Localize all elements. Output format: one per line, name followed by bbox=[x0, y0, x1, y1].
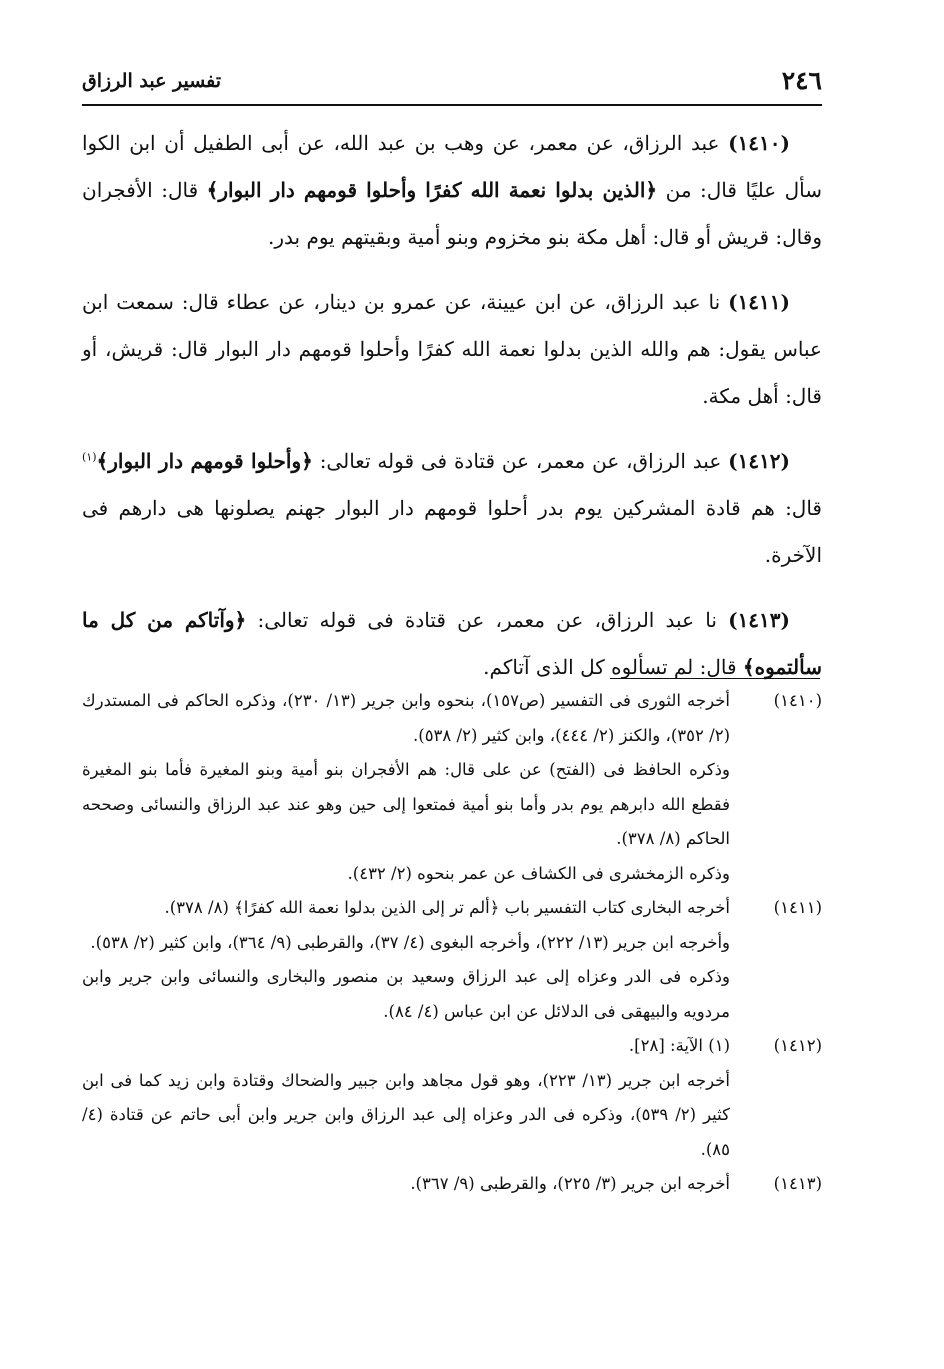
footnote-label: (١٤١٠) bbox=[773, 691, 822, 710]
footnote-text: أخرجه البخارى كتاب التفسير باب ﴿ألم تر إلى الذين بدلوا نعمة الله كفرًا﴾ (٨/ ٣٧٨). bbox=[164, 898, 730, 917]
footnote-text: (١) الآية: [٢٨]. bbox=[628, 1036, 730, 1055]
entry-number: (١٤١٣) bbox=[728, 608, 790, 632]
entry-number: (١٤١٠) bbox=[728, 131, 790, 155]
entry-1411 bbox=[82, 279, 822, 420]
footnote-text: وأخرجه ابن جرير (١٣/ ٢٢٢)، وأخرجه البغوى (٤/ ٣٧)، والقرطبى (٩/ ٣٦٤)، وابن كثير (٢/ ٥٣٨). bbox=[90, 932, 730, 952]
quran-quote: ﴿وأحلوا قومهم دار البوار﴾ bbox=[96, 449, 313, 473]
running-header bbox=[82, 64, 822, 104]
entry-text: عبد الرزاق، عن معمر، عن قتادة فى قوله تعالى: bbox=[312, 449, 729, 473]
header-rule bbox=[82, 104, 822, 106]
footnote-text: أخرجه ابن جرير (١٣/ ٢٢٣)، وهو قول مجاهد وابن جبير والضحاك وقتادة وابن زيد كما فى ابن كثير (٢/ ٥٣٩)، وذكره فى الدر وعزاه إلى عبد الرزاق وابن جرير وابن أبى حاتم عن قتادة (٤/ ٨٥). bbox=[82, 1070, 730, 1159]
entry-1410 bbox=[82, 120, 822, 261]
page-number: ٢٤٦ bbox=[781, 66, 822, 95]
entry-text: قال: هم قادة المشركين يوم بدر أحلوا قومهم دار البوار جهنم يصلونها هى دارهم فى الآخرة. bbox=[82, 496, 822, 567]
entry-1413 bbox=[82, 597, 822, 691]
footnote-marker: (١) bbox=[82, 450, 97, 464]
footnote-1412 bbox=[82, 1029, 822, 1167]
entry-text: عبد الرزاق، عن معمر، عن وهب بن عبد الله، عن أبى الطفيل أن ابن الكوا سأل عليًا قال: من bbox=[82, 131, 822, 202]
footnote-text: أخرجه الثورى فى التفسير (ص١٥٧)، بنحوه وابن جرير (١٣/ ٢٣٠)، وذكره الحاكم فى المستدرك (٢/ ٣٥٢)، والكنز (٢/ ٤٤٤)، وابن كثير (٢/ ٥٣٨). bbox=[82, 691, 730, 745]
footnote-1411 bbox=[82, 891, 822, 1029]
entry-text: نا عبد الرزاق، عن معمر، عن قتادة فى قوله تعالى: bbox=[246, 608, 729, 632]
entry-text: قال: لم تسألوه كل الذى آتاكم. bbox=[483, 655, 743, 679]
footnote-text: وذكره الحافظ فى (الفتح) عن على قال: هم الأفجران بنو أمية وبنو المغيرة فأما بنو المغيرة فقطع الله دابرهم يوم بدر وأما بنو أمية فمتعوا إلى حين وهو عند عبد الرزاق والنسائى وصححه الحاكم (٨/ ٣٧٨). bbox=[82, 760, 730, 848]
quran-quote: ﴿الذين بدلوا نعمة الله كفرًا وأحلوا قومهم دار البوار﴾ bbox=[206, 178, 658, 202]
main-text bbox=[82, 120, 822, 709]
entry-number: (١٤١١) bbox=[728, 290, 790, 314]
entry-text: نا عبد الرزاق، عن ابن عيينة، عن عمرو بن دينار، عن عطاء قال: سمعت ابن عباس يقول: هم والله الذين بدلوا نعمة الله كفرًا وأحلوا قومهم دار البوار قال: قريش، أو قال: أهل مكة. bbox=[82, 290, 822, 408]
footnote-text: وذكره فى الدر وعزاه إلى عبد الرزاق وسعيد بن منصور والبخارى والنسائى وابن جرير وابن مردويه والبيهقى فى الدلائل عن ابن عباس (٤/ ٨٤). bbox=[82, 967, 730, 1021]
footnote-label: (١٤١١) bbox=[773, 898, 822, 917]
footnote-1413 bbox=[82, 1167, 822, 1202]
quran-quote: ﴿وآتاكم من كل ما سألتموه﴾ bbox=[82, 608, 822, 679]
footnote-label: (١٤١٢) bbox=[773, 1036, 822, 1055]
footnote-text: وذكره الزمخشرى فى الكشاف عن عمر بنحوه (٢/ ٤٣٢). bbox=[347, 863, 730, 883]
book-title: تفسير عبد الرزاق bbox=[82, 70, 222, 92]
footnote-label: (١٤١٣) bbox=[773, 1174, 822, 1193]
entry-1412 bbox=[82, 438, 822, 579]
footnote-text: أخرجه ابن جرير (٣/ ٢٢٥)، والقرطبى (٩/ ٣٦٧). bbox=[410, 1174, 730, 1193]
entry-number: (١٤١٢) bbox=[728, 449, 791, 473]
footnote-separator bbox=[610, 678, 820, 679]
entry-text: قال: الأفجران وقال: قريش أو قال: أهل مكة بنو مخزوم وبنو أمية وبقيتهم يوم بدر. bbox=[82, 178, 822, 249]
footnotes bbox=[82, 684, 822, 1202]
footnote-1410 bbox=[82, 684, 822, 891]
